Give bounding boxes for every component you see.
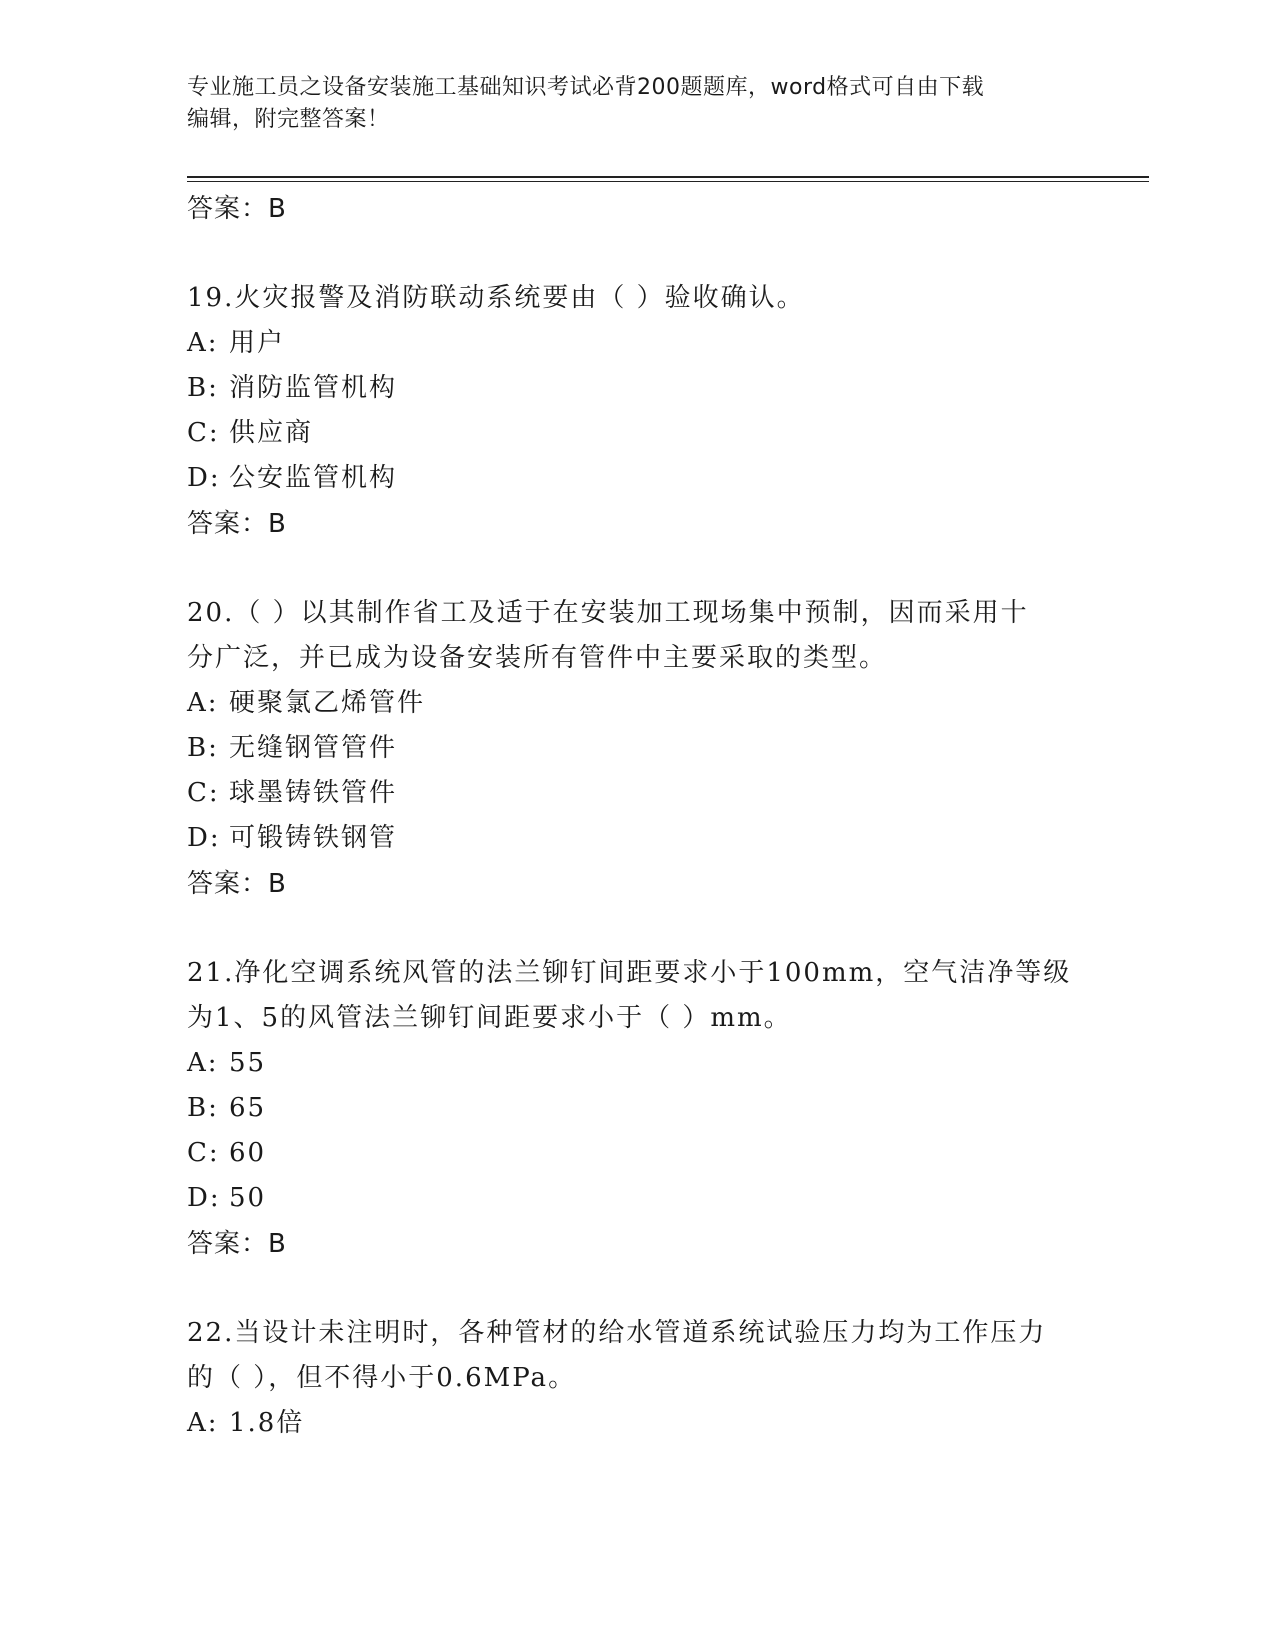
option-label: A: [187,1048,219,1078]
option-text: 55 [229,1048,267,1078]
question-stem [187,951,1087,1041]
option-text: 无缝钢管管件 [229,733,398,763]
option-label: A: [187,1408,219,1438]
question-stem-line: 分广泛，并已成为设备安装所有管件中主要采取的类型。 [187,643,888,673]
option-b [187,1086,1087,1131]
option-label: A: [187,688,219,718]
option-label: B: [187,733,219,763]
option-label: B: [187,373,219,403]
option-label: D: [187,1183,221,1213]
option-text: 可锻铸铁钢管 [229,823,398,853]
option-b [187,366,1087,411]
header-divider-thin [187,181,1149,182]
header-divider-thick [187,176,1149,178]
option-d [187,816,1087,861]
answer-line: 答案：B [187,509,287,539]
option-c [187,1131,1087,1176]
question-block-22 [187,1311,1087,1446]
spacer [187,1267,1087,1311]
option-label: C: [187,418,220,448]
option-label: C: [187,778,220,808]
answer-line: 答案：B [187,1229,287,1259]
question-stem [187,591,1087,681]
document-header [187,72,1067,136]
question-stem-line: 21.净化空调系统风管的法兰铆钉间距要求小于100mm，空气洁净等级 [187,958,1072,988]
option-c [187,411,1087,456]
option-text: 用户 [229,328,286,358]
header-line-2: 编辑，附完整答案！ [187,107,390,132]
question-block-21 [187,951,1087,1267]
question-stem-line: 19.火灾报警及消防联动系统要由（ ）验收确认。 [187,283,805,313]
option-text: 公安监管机构 [229,463,398,493]
option-label: B: [187,1093,219,1123]
spacer [187,547,1087,591]
option-text: 球墨铸铁管件 [229,778,398,808]
answer-line: 答案：B [187,869,287,899]
question-list [187,186,1087,1446]
option-text: 50 [229,1183,267,1213]
option-a [187,1041,1087,1086]
option-d [187,1176,1087,1221]
question-block-19 [187,276,1087,547]
option-label: A: [187,328,219,358]
option-text: 硬聚氯乙烯管件 [229,688,426,718]
question-stem-line: 为1、5的风管法兰铆钉间距要求小于（ ）mm。 [187,1003,792,1033]
spacer [187,232,1087,276]
option-b [187,726,1087,771]
option-a [187,681,1087,726]
spacer [187,907,1087,951]
question-stem-line: 的（ ），但不得小于0.6MPa。 [187,1363,577,1393]
option-text: 消防监管机构 [229,373,398,403]
answer-line: 答案：B [187,194,287,224]
option-c [187,771,1087,816]
option-text: 1.8倍 [229,1408,305,1438]
header-line-1: 专业施工员之设备安装施工基础知识考试必背200题题库，word格式可自由下载 [187,75,985,100]
option-a [187,1401,1087,1446]
option-text: 60 [229,1138,267,1168]
question-stem [187,276,1087,321]
option-label: C: [187,1138,220,1168]
question-block-20 [187,591,1087,907]
option-label: D: [187,823,221,853]
option-a [187,321,1087,366]
question-stem-line: 22.当设计未注明时，各种管材的给水管道系统试验压力均为工作压力 [187,1318,1047,1348]
option-label: D: [187,463,221,493]
question-stem [187,1311,1087,1401]
option-d [187,456,1087,501]
option-text: 供应商 [229,418,314,448]
question-stem-line: 20.（ ）以其制作省工及适于在安装加工现场集中预制，因而采用十 [187,598,1029,628]
option-text: 65 [229,1093,267,1123]
